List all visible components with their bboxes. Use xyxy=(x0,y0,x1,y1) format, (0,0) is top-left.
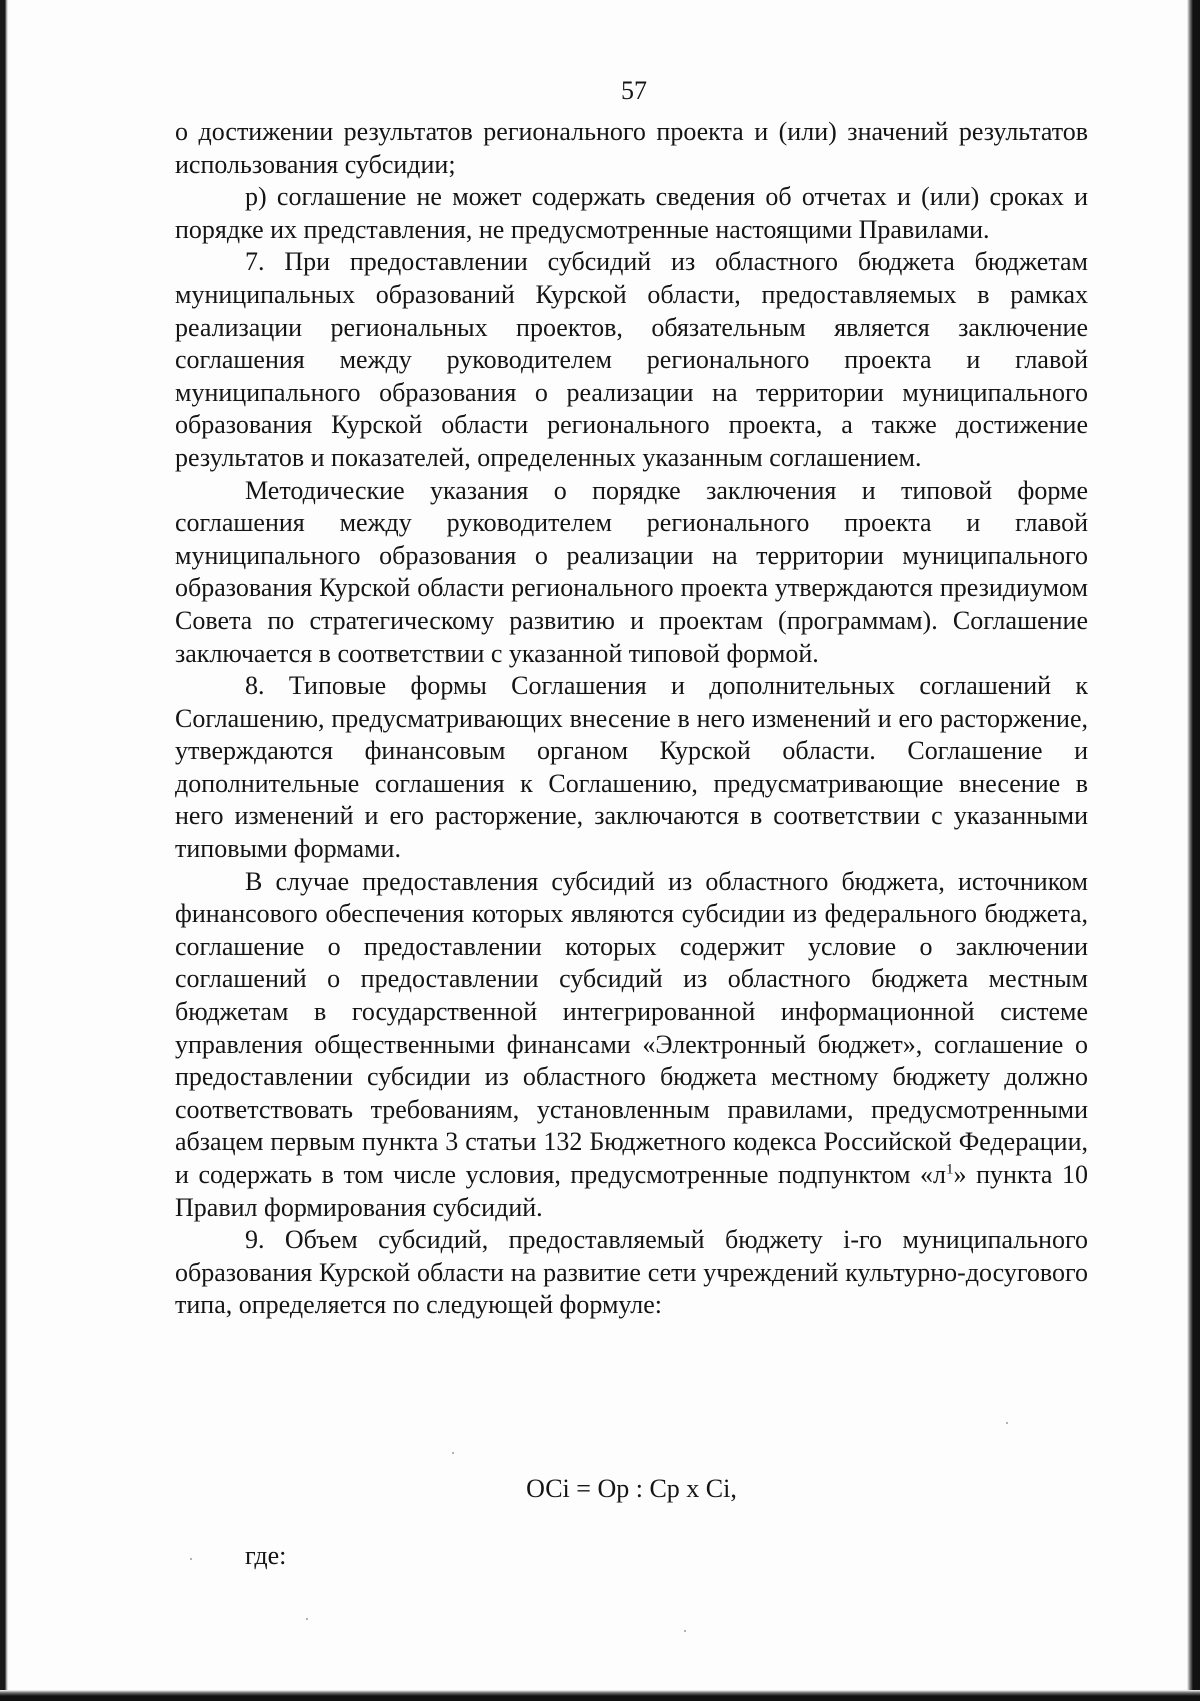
paragraph-clause-7: 7. При предоставлении субсидий из областного бюджета бюджетам муниципальных образований Курской области, предоставляемых в рамках реализации региональных проектов, обязательным является заключение соглашения между руководителем регионального проекта и главой муниципального образования о реализации на территории муниципального образования Курской области регионального проекта, а также достижение результатов и показателей, определенных указанным соглашением. xyxy=(175,247,1088,472)
paragraph-clause-9: 9. Объем субсидий, предоставляемый бюджету i-го муниципального образования Курской области на развитие сети учреждений культурно-досугового типа, определяется по следующей формуле: xyxy=(175,1225,1088,1320)
paragraph-continuation: о достижении результатов регионального проекта и (или) значений результатов использования субсидии; xyxy=(175,117,1088,179)
scan-speck xyxy=(306,1618,308,1620)
scan-speck xyxy=(190,1558,192,1560)
subsidy-formula: ОСi = Ор : Ср х Сi, xyxy=(526,1474,737,1503)
scan-speck xyxy=(1006,1422,1008,1424)
page-number: 57 xyxy=(621,76,647,105)
scan-speck xyxy=(684,1630,686,1632)
scan-border-right xyxy=(1187,0,1200,1701)
paragraph-federal-subsidy-tail: » пункта 10 Правил формирования субсидий. xyxy=(175,1160,1088,1222)
paragraph-clause-8: 8. Типовые формы Соглашения и дополнительных соглашений к Соглашению, предусматривающих внесение в него изменений и его расторжение, утверждаются финансовым органом Курской области. Соглашение и дополнительные соглашения к Соглашению, предусматривающие внесение в него изменений и его расторжение, заключаются в соответствии с указанными типовыми формами. xyxy=(175,671,1088,864)
scan-speck xyxy=(452,1452,454,1454)
formula-where-label: где: xyxy=(245,1541,287,1570)
subparagraph-superscript: 1 xyxy=(946,1161,954,1178)
paragraph-methodical-guidance: Методические указания о порядке заключения и типовой форме соглашения между руководителем регионального проекта и главой муниципального образования о реализации на территории муниципального образования Курской области регионального проекта утверждаются президиумом Совета по стратегическому развитию и проектам (программам). Соглашение заключается в соответствии с указанной типовой формой. xyxy=(175,475,1088,668)
paragraph-federal-subsidy-text: В случае предоставления субсидий из областного бюджета, источником финансового обеспечения которых являются субсидии из федерального бюджета, соглашение о предоставлении которых содержит условие о заключении соглашений о предоставлении субсидий из областного бюджета местным бюджетам в государственной интегрированной информационной системе управления общественными финансами «Электронный бюджет», соглашение о предоставлении субсидии из областного бюджета местному бюджету должно соответствовать требованиям, установленным правилами, предусмотренными абзацем первым пункта 3 статьи 132 Бюджетного кодекса Российской Федерации, и содержать в том числе условия, предусмотренные подпунктом «л xyxy=(175,866,1088,1189)
paragraph-federal-subsidy xyxy=(175,866,1088,1225)
scan-border-bottom xyxy=(0,1690,1200,1701)
scan-border-left xyxy=(0,0,8,1701)
paragraph-item-r: р) соглашение не может содержать сведения об отчетах и (или) сроках и порядке их представления, не предусмотренные настоящими Правилами. xyxy=(175,182,1088,244)
document-body xyxy=(175,116,1088,1322)
